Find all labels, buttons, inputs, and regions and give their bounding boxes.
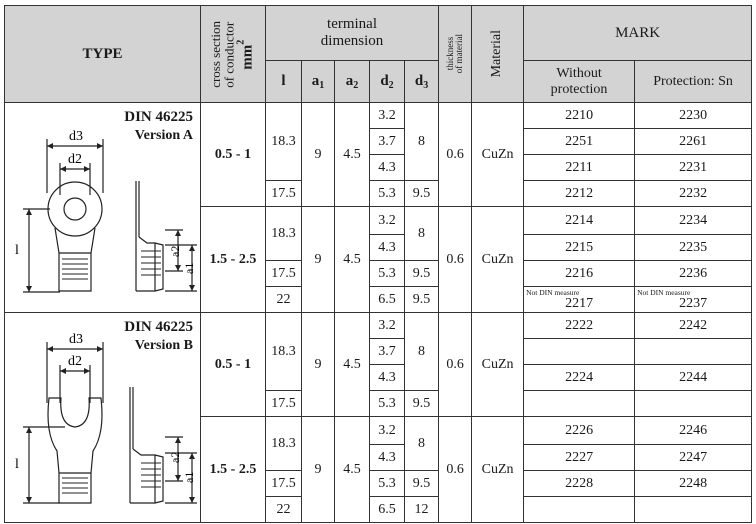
a1-b2	[302, 417, 335, 523]
d2-value: 5.3	[378, 185, 396, 201]
a1-a2	[302, 207, 335, 313]
d2-value: 3.7	[378, 133, 396, 149]
mark-sn-a1-3	[635, 155, 752, 181]
material-value: CuZn	[481, 356, 514, 372]
label-d2-b: d2	[68, 354, 82, 369]
d3-b1-2	[405, 391, 439, 417]
mark-value: 2251	[565, 133, 594, 149]
mark-without-a2-3	[524, 261, 635, 287]
col-a2-label: a	[345, 72, 354, 89]
l-b2-2	[266, 471, 302, 497]
d3-a1-1	[405, 103, 439, 181]
mark-sn-b1-4	[635, 391, 752, 417]
mark-value: 2246	[679, 422, 708, 438]
mark-sn-a1-2	[635, 129, 752, 155]
d2-b2-4	[370, 497, 405, 523]
d2-value: 3.2	[378, 422, 396, 438]
without-line1: Without	[556, 65, 602, 81]
din-standard-a: DIN 46225	[124, 109, 193, 125]
d3-a2-2	[405, 261, 439, 287]
not-din-note: Not DIN measure	[637, 287, 691, 297]
type-cell-version-b	[5, 313, 201, 523]
cross-section-header-text: cross section of conductor $mm^2$	[208, 20, 256, 88]
mark-value: 2247	[679, 449, 708, 465]
mark-value: 2236	[679, 265, 708, 281]
fork-terminal-drawing-b	[5, 313, 201, 522]
a1-value: 9	[314, 356, 322, 372]
col-l-label: l	[281, 73, 286, 89]
mark-without-b1-4	[524, 391, 635, 417]
cross-section-value: 1.5 - 2.5	[209, 251, 257, 267]
a1-b1	[302, 313, 335, 417]
col-header-without-protection	[524, 61, 635, 103]
a1-a1-value: 9	[314, 146, 322, 162]
terminal-dimension-header	[266, 6, 439, 61]
cross-section-b1	[201, 313, 266, 417]
d2-a2-3	[370, 261, 405, 287]
terminal-line1: terminal	[327, 16, 378, 32]
mark-value: 2232	[679, 185, 708, 201]
d2-b1-2	[370, 339, 405, 365]
mark-sn-a2-3	[635, 261, 752, 287]
d2-b2-1	[370, 417, 405, 445]
mark-value: 2230	[679, 107, 708, 123]
label-a1-b: a1	[182, 471, 196, 483]
col-d3-label: d	[414, 72, 424, 89]
cross-section-b2	[201, 417, 266, 523]
d2-value: 4.3	[378, 239, 396, 255]
mark-value: 2228	[565, 475, 594, 491]
thickness-a1	[439, 103, 472, 207]
mark-without-b2-1	[524, 417, 635, 445]
d2-a2-2	[370, 235, 405, 261]
l-value: 22	[276, 291, 291, 307]
material-header	[472, 6, 524, 103]
l-value: 17.5	[271, 185, 296, 201]
d3-value: 9.5	[412, 265, 431, 281]
cross-section-value: 1.5 - 2.5	[209, 461, 257, 477]
d3-value: 9.5	[412, 185, 431, 201]
d3-value: 9.5	[412, 475, 431, 491]
mark-without-b1-3	[524, 365, 635, 391]
type-header	[5, 6, 201, 103]
d2-value: 3.2	[378, 212, 396, 228]
mark-value: 2211	[565, 159, 593, 175]
thickness-value: 0.6	[446, 251, 464, 267]
d2-a1-1-value: 3.2	[378, 107, 396, 123]
mark-value: 2235	[679, 239, 708, 255]
thickness-b1	[439, 313, 472, 417]
l-value: 22	[276, 501, 291, 517]
d3-b2-2	[405, 471, 439, 497]
col-header-l	[266, 61, 302, 103]
label-a2-b: a2	[168, 451, 182, 463]
col-d2-label: d	[380, 72, 389, 89]
a1-value: 9	[314, 461, 322, 477]
col-d3-sub: 3	[423, 79, 429, 91]
thickness-value: 0.6	[446, 356, 464, 372]
mark-without-b1-2	[524, 339, 635, 365]
thickness-value: 0.6	[446, 461, 464, 477]
d2-a1-2	[370, 129, 405, 155]
l-a2-2	[266, 261, 302, 287]
mark-without-b2-3	[524, 471, 635, 497]
d2-a2-1	[370, 207, 405, 235]
d2-value: 3.7	[378, 343, 396, 359]
material-a1	[472, 103, 524, 207]
mark-value: 2212	[565, 185, 594, 201]
cross-section-a2	[201, 207, 266, 313]
cross-section-value: 0.5 - 1	[214, 356, 252, 372]
l-b1-1	[266, 313, 302, 391]
a2-b2	[335, 417, 370, 523]
d3-a1-2	[405, 181, 439, 207]
mark-sn-a2-4	[635, 287, 752, 313]
mark-value: 2248	[679, 475, 708, 491]
mark-value: 2237	[679, 295, 708, 311]
l-value: 18.3	[271, 435, 296, 451]
mark-value: 2244	[679, 369, 708, 385]
thickness-line1: thickness	[445, 37, 456, 71]
thickness-b2	[439, 417, 472, 523]
d3-a1-1-value: 8	[418, 133, 426, 149]
d3-b2-3	[405, 497, 439, 523]
a2-b1	[335, 313, 370, 417]
protection-label: Protection: Sn	[653, 73, 733, 89]
l-a1-1-value: 18.3	[271, 133, 296, 149]
d3-value: 12	[414, 501, 429, 517]
mark-without-a1-3	[524, 155, 635, 181]
mark-without-a1-1	[524, 103, 635, 129]
d3-a2-1	[405, 207, 439, 261]
thickness-line2: of material	[454, 34, 465, 74]
cross-section-line2: of conductor	[222, 20, 238, 88]
mark-sn-a1-4	[635, 181, 752, 207]
material-a1-value: CuZn	[481, 146, 514, 162]
material-b2	[472, 417, 524, 523]
l-value: 17.5	[271, 475, 296, 491]
col-header-protection-sn	[635, 61, 752, 103]
label-d3-a: d3	[69, 129, 83, 144]
mark-sn-b2-4	[635, 497, 752, 523]
d3-value: 8	[418, 225, 426, 241]
a1-value: 9	[314, 251, 322, 267]
mark-value: 2214	[565, 212, 594, 228]
mark-header	[524, 6, 752, 61]
material-value: CuZn	[481, 461, 514, 477]
d2-a1-3	[370, 155, 405, 181]
l-value: 18.3	[271, 343, 296, 359]
d2-value: 4.3	[378, 369, 396, 385]
col-a2-sub: 2	[353, 79, 359, 91]
d3-value: 9.5	[412, 395, 431, 411]
d2-b2-3	[370, 471, 405, 497]
mark-sn-a2-2	[635, 235, 752, 261]
mark-value: 2234	[679, 212, 708, 228]
label-d2-a: d2	[68, 152, 82, 167]
material-value: CuZn	[481, 251, 514, 267]
mark-sn-a2-1	[635, 207, 752, 235]
din-standard-b: DIN 46225	[124, 319, 193, 335]
a1-a1	[302, 103, 335, 207]
mark-value: 2231	[679, 159, 708, 175]
l-a1-1	[266, 103, 302, 181]
d2-value: 3.2	[378, 317, 396, 333]
thickness-header	[439, 6, 472, 103]
cross-section-header	[201, 6, 266, 103]
mark-value: 2216	[565, 265, 594, 281]
mark-without-a2-4	[524, 287, 635, 313]
d2-value: 4.3	[378, 159, 396, 175]
cross-section-a1-value: 0.5 - 1	[214, 146, 252, 162]
label-d3-b: d3	[69, 332, 83, 347]
mark-value: 2224	[565, 369, 594, 385]
d3-b2-1	[405, 417, 439, 471]
thickness-a2	[439, 207, 472, 313]
label-a1-a: a1	[182, 262, 196, 274]
mark-without-b1-1	[524, 313, 635, 339]
material-a2	[472, 207, 524, 313]
thickness-a1-value: 0.6	[446, 146, 464, 162]
d3-value: 8	[418, 435, 426, 451]
cross-section-a1	[201, 103, 266, 207]
d3-value: 9.5	[412, 291, 431, 307]
din-version-a: Version A	[134, 127, 193, 143]
label-l-b: l	[15, 457, 19, 472]
mark-sn-b1-1	[635, 313, 752, 339]
material-b1	[472, 313, 524, 417]
d2-b1-3	[370, 365, 405, 391]
mark-value: 2242	[679, 317, 708, 333]
material-header-label: Material	[489, 30, 505, 78]
mark-sn-b2-2	[635, 445, 752, 471]
type-cell-version-a	[5, 103, 201, 313]
l-value: 17.5	[271, 395, 296, 411]
type-header-label: TYPE	[82, 46, 123, 62]
label-a2-a: a2	[168, 245, 182, 257]
a2-value: 4.5	[343, 461, 361, 477]
d2-b1-4	[370, 391, 405, 417]
mark-header-label: MARK	[615, 25, 661, 41]
mark-without-a2-1	[524, 207, 635, 235]
mark-without-b2-2	[524, 445, 635, 471]
label-l-a: l	[15, 243, 19, 258]
din-version-b: Version B	[134, 337, 193, 353]
d2-value: 6.5	[378, 501, 396, 517]
l-value: 17.5	[271, 265, 296, 281]
l-value: 18.3	[271, 225, 296, 241]
mark-without-a1-4	[524, 181, 635, 207]
mark-sn-b1-3	[635, 365, 752, 391]
col-header-a1	[302, 61, 335, 103]
col-a1-label: a	[311, 72, 320, 89]
d2-value: 5.3	[378, 265, 396, 281]
a2-value: 4.5	[343, 251, 361, 267]
d2-b1-1	[370, 313, 405, 339]
d2-b2-2	[370, 445, 405, 471]
cross-section-line1: cross section	[208, 20, 224, 88]
mark-value: 2226	[565, 422, 594, 438]
mark-sn-b2-1	[635, 417, 752, 445]
mark-without-a1-2	[524, 129, 635, 155]
terminal-line2: dimension	[320, 33, 384, 49]
mark-value: 2261	[679, 133, 708, 149]
mark-value: 2222	[565, 317, 594, 333]
col-header-d3	[405, 61, 439, 103]
terminal-specification-table	[4, 5, 752, 523]
d2-a1-1	[370, 103, 405, 129]
without-line2: protection	[550, 81, 608, 97]
mark-value: 2215	[565, 239, 594, 255]
mark-without-a2-2	[524, 235, 635, 261]
mark-value: 2217	[565, 295, 594, 311]
d2-a2-4	[370, 287, 405, 313]
a2-a2	[335, 207, 370, 313]
d3-a2-3	[405, 287, 439, 313]
l-a2-1	[266, 207, 302, 261]
cross-section-unit: mm	[239, 44, 256, 69]
d3-b1-1	[405, 313, 439, 391]
d3-value: 8	[418, 343, 426, 359]
mark-value: 2227	[565, 449, 594, 465]
not-din-note: Not DIN measure	[526, 287, 580, 297]
col-header-a2	[335, 61, 370, 103]
l-a1-2	[266, 181, 302, 207]
mark-sn-b1-2	[635, 339, 752, 365]
col-a1-sub: 1	[319, 79, 325, 91]
d2-value: 6.5	[378, 291, 396, 307]
l-a2-3	[266, 287, 302, 313]
col-d2-sub: 2	[388, 79, 394, 91]
d2-value: 5.3	[378, 395, 396, 411]
mark-without-b2-4	[524, 497, 635, 523]
ring-terminal-drawing-a	[5, 103, 201, 312]
l-b2-1	[266, 417, 302, 471]
a2-a1	[335, 103, 370, 207]
d2-value: 4.3	[378, 449, 396, 465]
mark-sn-a1-1	[635, 103, 752, 129]
mark-sn-b2-3	[635, 471, 752, 497]
d2-value: 5.3	[378, 475, 396, 491]
d2-a1-4	[370, 181, 405, 207]
l-b1-2	[266, 391, 302, 417]
a2-a1-value: 4.5	[343, 146, 361, 162]
l-b2-3	[266, 497, 302, 523]
a2-value: 4.5	[343, 356, 361, 372]
mark-value: 2210	[565, 107, 594, 123]
col-header-d2	[370, 61, 405, 103]
